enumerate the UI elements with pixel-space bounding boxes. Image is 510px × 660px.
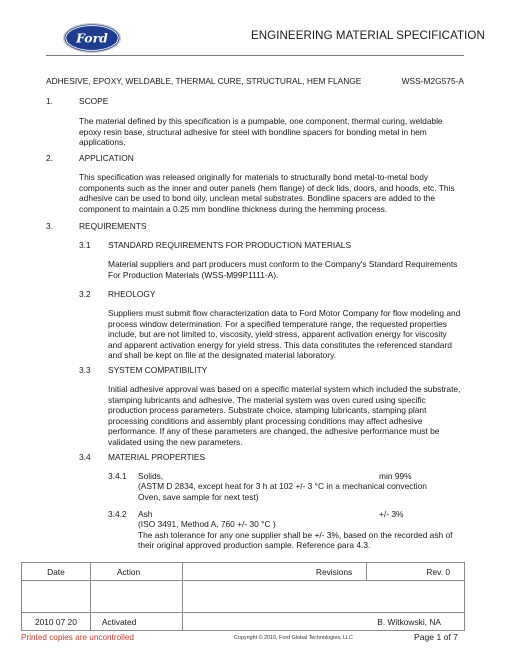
property-name-ash: Ash xyxy=(138,509,153,519)
property-details-ash: (ISO 3491, Method A, 760 +/- 30 °C ) The ash tolerance for any one supplier shall be +/- 3%, based on the recorded ash of their original approved production sample. Reference para 4.3. xyxy=(138,519,453,551)
scope-paragraph: The material defined by this specification is a pumpable, one component, thermal curing, weldable epoxy resin base, structural adhesive for steel with bondline spacers for bonding metal in hem applications. xyxy=(79,116,443,148)
header-date: Date xyxy=(22,563,91,581)
property-number-3-4-2: 3.4.2 xyxy=(108,509,127,519)
subsection-number-3-2: 3.2 xyxy=(79,289,91,299)
document-title: ENGINEERING MATERIAL SPECIFICATION xyxy=(251,30,485,42)
section-heading-application: APPLICATION xyxy=(79,153,134,163)
subject-description: ADHESIVE, EPOXY, WELDABLE, THERMAL CURE, STRUCTURAL, HEM FLANGE xyxy=(46,76,362,86)
logo-text: Ford xyxy=(76,30,108,46)
paragraph-3-2: Suppliers must submit flow characterization data to Ford Motor Company for flow modeling and process window determination. For a specified temperature range, the requested properties include, but are not limited to, viscosity, yield stress, apparent activation energy for viscosity and apparent activation energy for yield stress. This data constitutes the referenced standard and shall be kept on file at the designated material laboratory. xyxy=(108,308,461,361)
spec-code: WSS-M2G575-A xyxy=(401,76,464,86)
table-row xyxy=(22,613,465,631)
revision-table xyxy=(21,562,465,631)
section-number-scope: 1. xyxy=(46,96,53,106)
subsection-number-3-1: 3.1 xyxy=(79,240,91,250)
revision-table-header xyxy=(22,563,465,581)
subsection-heading-3-2: RHEOLOGY xyxy=(108,289,156,299)
section-heading-scope: SCOPE xyxy=(79,96,109,106)
property-number-3-4-1: 3.4.1 xyxy=(108,471,127,481)
page-number: Page 1 of 7 xyxy=(414,632,458,642)
row-author: B. Witkowski, NA xyxy=(182,613,464,631)
section-number-application: 2. xyxy=(46,153,53,163)
property-name-solids: Solids, xyxy=(138,471,164,481)
subsection-number-3-3: 3.3 xyxy=(79,365,91,375)
paragraph-3-1: Material suppliers and part producers must conform to the Company's Standard Requirements For Production Materials (WSS-M99P1111-A). xyxy=(108,259,458,280)
row-date: 2010 07 20 xyxy=(22,613,91,631)
copyright-notice: Copyright © 2010, Ford Global Technologies, LLC xyxy=(234,635,353,641)
property-details-solids: (ASTM D 2834, except heat for 3 h at 102 +/- 3 °C in a mechanical convection Oven, save sample for next test) xyxy=(138,481,427,502)
property-value-solids: min 99% xyxy=(379,471,412,481)
ford-logo xyxy=(62,22,122,54)
application-paragraph: This specification was released originally for materials to structurally bond metal-to-metal body components such as the inner and outer panels (hem flange) of deck lids, doors, and hoods, etc. This adhesive can be used to bond oily, unclean metal substrates. Bondline spacers are added to the component to maintain a 0.25 mm bondline thickness during the hemming process. xyxy=(79,172,455,214)
header-revisions: Revisions xyxy=(182,563,367,581)
property-value-ash: +/- 3% xyxy=(379,509,404,519)
section-heading-requirements: REQUIREMENTS xyxy=(79,221,147,231)
header-action: Action xyxy=(90,563,182,581)
subsection-number-3-4: 3.4 xyxy=(79,452,91,462)
subject-line xyxy=(46,76,464,86)
revision-table-blank-row xyxy=(22,581,465,613)
header-divider xyxy=(46,55,464,56)
uncontrolled-copy-notice: Printed copies are uncontrolled xyxy=(21,633,134,642)
subsection-heading-3-3: SYSTEM COMPATIBILITY xyxy=(108,365,208,375)
section-number-requirements: 3. xyxy=(46,221,53,231)
subsection-heading-3-1: STANDARD REQUIREMENTS FOR PRODUCTION MATERIALS xyxy=(108,240,352,250)
row-action: Activated xyxy=(90,613,182,631)
paragraph-3-3: Initial adhesive approval was based on a specific material system which included the substrate, stamping lubricants and adhesive. The material system was oven cured using specific production process parameters. Substrate choice, stamping lubricants, stamping plant processing conditions and assembly plant processing conditions may affect adhesive performance. If any of these parameters are changed, the adhesive performance must be validated using the new parameters. xyxy=(108,384,461,447)
subsection-heading-3-4: MATERIAL PROPERTIES xyxy=(108,452,206,462)
header-rev-number: Rev. 0 xyxy=(367,563,465,581)
